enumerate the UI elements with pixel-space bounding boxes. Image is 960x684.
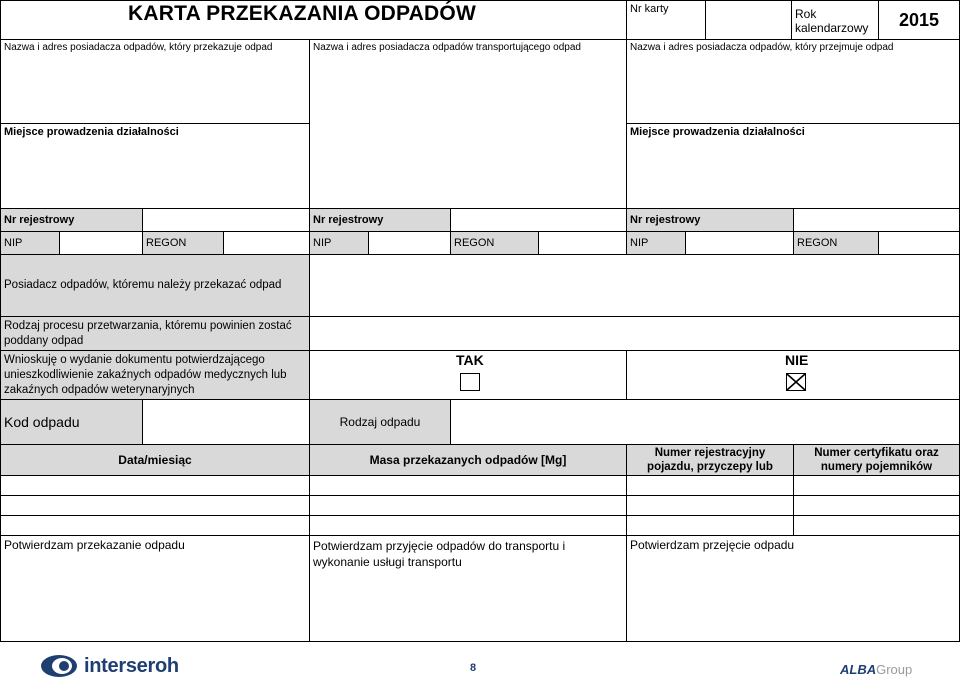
table-header-vehicle: Numer rejestracyjny pojazdu, przyczepy lub bbox=[626, 444, 794, 476]
receiver-place-field[interactable] bbox=[626, 123, 960, 209]
holder-place-field[interactable] bbox=[0, 123, 310, 209]
receiver-regon-label: REGON bbox=[793, 231, 879, 255]
table-row-2-mass[interactable] bbox=[309, 495, 627, 516]
table-row-3-mass[interactable] bbox=[309, 515, 627, 536]
transporter-address-field[interactable] bbox=[309, 39, 627, 209]
transporter-address-label: Nazwa i adres posiadacza odpadów transportującego odpad bbox=[313, 42, 581, 53]
receiver-place-label: Miejsce prowadzenia działalności bbox=[630, 126, 805, 138]
table-row-1-certificate[interactable] bbox=[793, 475, 960, 496]
request-no-checkbox[interactable] bbox=[786, 373, 806, 391]
receiver-register-field[interactable] bbox=[793, 208, 960, 232]
holder-regon-field[interactable] bbox=[223, 231, 310, 255]
interseroh-logo-text: interseroh bbox=[84, 654, 179, 677]
holder-confirm-label: Potwierdzam przekazanie odpadu bbox=[4, 538, 185, 552]
receiver-address-field[interactable] bbox=[626, 39, 960, 124]
table-row-1-vehicle[interactable] bbox=[626, 475, 794, 496]
receiver-register-label: Nr rejestrowy bbox=[626, 208, 794, 232]
request-yes-cell bbox=[309, 350, 627, 400]
receiver-confirm-field[interactable] bbox=[626, 535, 960, 642]
page-footer bbox=[0, 642, 960, 684]
table-row-1-date[interactable] bbox=[0, 475, 310, 496]
card-number-label: Nr karty bbox=[626, 0, 706, 40]
transporter-register-field[interactable] bbox=[450, 208, 627, 232]
holder-regon-label: REGON bbox=[142, 231, 224, 255]
table-row-2-date[interactable] bbox=[0, 495, 310, 516]
transporter-confirm-label: Potwierdzam przyjęcie odpadów do transportu i wykonanie usługi transportu bbox=[313, 539, 566, 569]
year-value[interactable]: 2015 bbox=[878, 0, 960, 40]
table-header-certificate: Numer certyfikatu oraz numery pojemników bbox=[793, 444, 960, 476]
checkbox-cross-icon bbox=[787, 374, 805, 390]
request-document-label: Wnioskuję o wydanie dokumentu potwierdzającego unieszkodliwienie zakaźnych odpadów medycznych lub zakaźnych odpadów weterynaryjnych bbox=[0, 350, 310, 400]
waste-type-label: Rodzaj odpadu bbox=[309, 399, 451, 445]
table-row-2-vehicle[interactable] bbox=[626, 495, 794, 516]
table-header-mass: Masa przekazanych odpadów [Mg] bbox=[309, 444, 627, 476]
transporter-regon-field[interactable] bbox=[538, 231, 627, 255]
holder-address-field[interactable] bbox=[0, 39, 310, 124]
page-number: 8 bbox=[470, 662, 477, 674]
alba-group-logo bbox=[840, 662, 912, 677]
request-yes-label: TAK bbox=[456, 352, 484, 368]
holder-register-field[interactable] bbox=[142, 208, 310, 232]
holder-to-transfer-field[interactable] bbox=[309, 254, 960, 317]
waste-code-label: Kod odpadu bbox=[0, 399, 143, 445]
holder-register-label: Nr rejestrowy bbox=[0, 208, 143, 232]
request-no-label: NIE bbox=[785, 352, 809, 368]
receiver-regon-field[interactable] bbox=[878, 231, 960, 255]
table-row-3-date[interactable] bbox=[0, 515, 310, 536]
form-title: KARTA PRZEKAZANIA ODPADÓW bbox=[0, 0, 627, 40]
table-row-3-vehicle[interactable] bbox=[626, 515, 794, 536]
waste-type-field[interactable] bbox=[450, 399, 960, 445]
transporter-regon-label: REGON bbox=[450, 231, 539, 255]
year-label: Rok kalendarzowy bbox=[791, 0, 879, 40]
receiver-address-label: Nazwa i adres posiadacza odpadów, który przejmuje odpad bbox=[630, 42, 894, 53]
request-yes-checkbox[interactable] bbox=[460, 373, 480, 391]
table-header-date: Data/miesiąc bbox=[0, 444, 310, 476]
holder-confirm-field[interactable] bbox=[0, 535, 310, 642]
receiver-nip-label: NIP bbox=[626, 231, 686, 255]
table-row-1-mass[interactable] bbox=[309, 475, 627, 496]
transporter-register-label: Nr rejestrowy bbox=[309, 208, 451, 232]
table-row-2-certificate[interactable] bbox=[793, 495, 960, 516]
transporter-confirm-field[interactable] bbox=[309, 535, 627, 642]
interseroh-logo bbox=[40, 654, 179, 678]
transporter-nip-label: NIP bbox=[309, 231, 369, 255]
table-row-3-certificate[interactable] bbox=[793, 515, 960, 536]
transporter-nip-field[interactable] bbox=[368, 231, 451, 255]
holder-to-transfer-label: Posiadacz odpadów, któremu należy przekazać odpad bbox=[0, 254, 310, 317]
holder-nip-label: NIP bbox=[0, 231, 60, 255]
waste-code-field[interactable] bbox=[142, 399, 310, 445]
request-no-cell bbox=[626, 350, 960, 400]
card-number-field[interactable] bbox=[705, 0, 792, 40]
holder-place-label: Miejsce prowadzenia działalności bbox=[4, 126, 179, 138]
process-type-label: Rodzaj procesu przetwarzania, któremu powinien zostać poddany odpad bbox=[0, 316, 310, 351]
alba-logo-suffix: Group bbox=[876, 662, 913, 677]
holder-address-label: Nazwa i adres posiadacza odpadów, który przekazuje odpad bbox=[4, 42, 273, 53]
receiver-nip-field[interactable] bbox=[685, 231, 794, 255]
receiver-confirm-label: Potwierdzam przejęcie odpadu bbox=[630, 538, 795, 552]
holder-nip-field[interactable] bbox=[59, 231, 143, 255]
process-type-field[interactable] bbox=[309, 316, 960, 351]
alba-logo-brand: ALBA bbox=[840, 662, 877, 677]
interseroh-logo-icon bbox=[40, 654, 78, 678]
